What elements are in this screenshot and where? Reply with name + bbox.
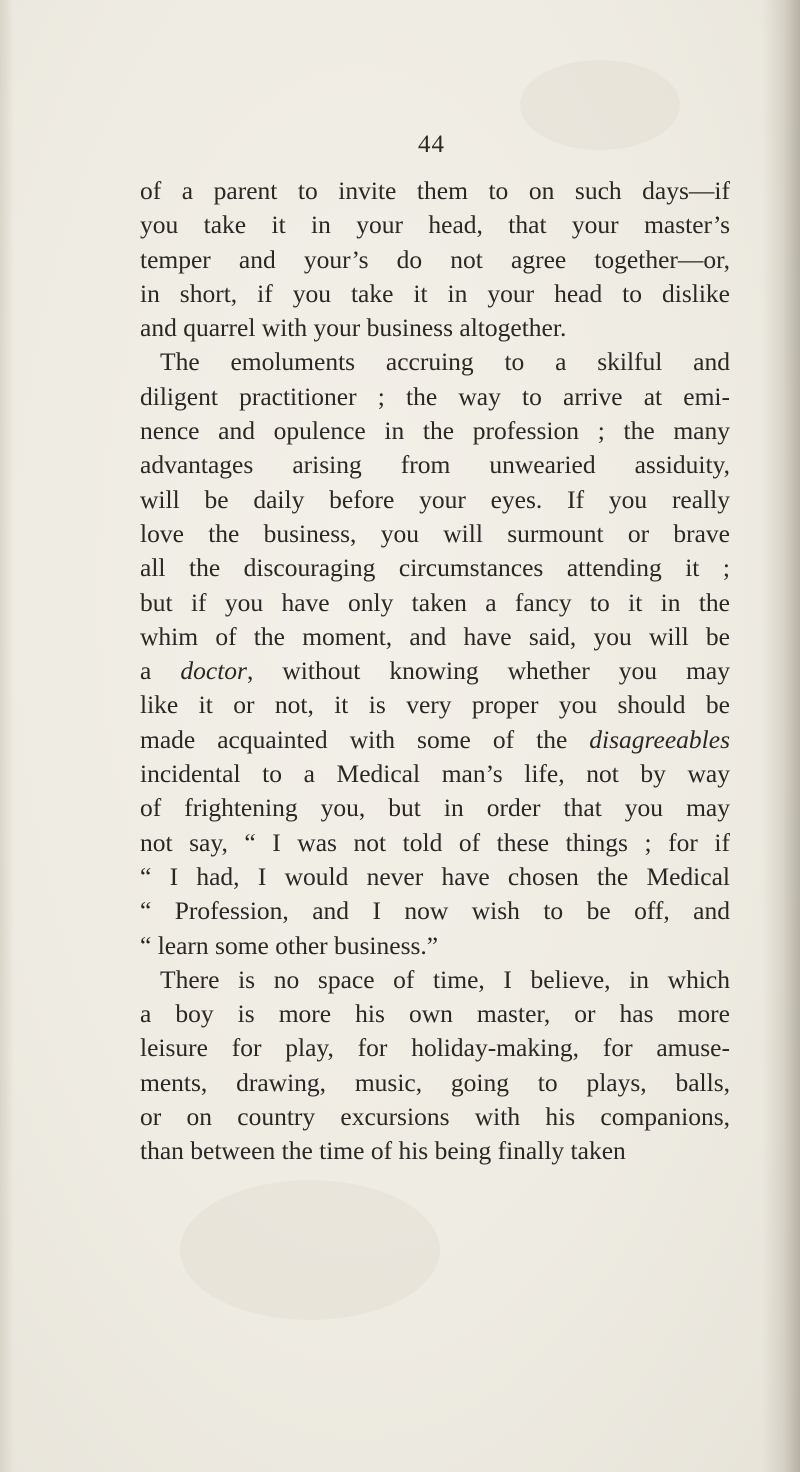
text-line xyxy=(140,723,730,757)
page-number: 44 xyxy=(418,131,445,158)
text-line: “ Profession, and I now wish to be off, and xyxy=(140,896,730,926)
page-left-edge xyxy=(0,0,14,1472)
text-line: “ learn some other business.” xyxy=(140,930,439,960)
paper-stain xyxy=(180,1180,440,1320)
text-line: love the business, you will surmount or brave xyxy=(140,518,730,548)
text-line: than between the time of his being finally taken xyxy=(140,1136,626,1166)
text-line: diligent practitioner ; the way to arrive at emi- xyxy=(140,381,730,411)
italic-word: doctor xyxy=(180,656,247,686)
text-line xyxy=(140,654,730,688)
italic-word: disagreeables xyxy=(589,724,730,754)
text-line: nence and opulence in the profession ; the many xyxy=(140,416,730,446)
text-line: a boy is more his own master, or has more xyxy=(140,999,730,1029)
text-line: advantages arising from unwearied assiduity, xyxy=(140,450,730,480)
text-line: There is no space of time, I believe, in which xyxy=(160,964,730,994)
text-line: The emoluments accruing to a skilful and xyxy=(160,347,730,377)
text-segment: , without knowing whether you may xyxy=(246,656,730,686)
text-line: like it or not, it is very proper you should be xyxy=(140,690,730,720)
body-text xyxy=(140,174,730,1169)
text-line: “ I had, I would never have chosen the Medical xyxy=(140,861,730,891)
text-line: temper and your’s do not agree together—or, xyxy=(140,244,730,274)
text-line: ments, drawing, music, going to plays, balls, xyxy=(140,1067,730,1097)
text-line: in short, if you take it in your head to dislike xyxy=(140,278,730,308)
text-line: and quarrel with your business altogether. xyxy=(140,313,567,343)
text-line: leisure for play, for holiday-making, for amuse- xyxy=(140,1033,730,1063)
text-segment: made acquainted with some of the xyxy=(140,724,590,754)
text-line: all the discouraging circumstances attending it ; xyxy=(140,553,730,583)
text-line: whim of the moment, and have said, you will be xyxy=(140,621,730,651)
text-line: will be daily before your eyes. If you really xyxy=(140,484,730,514)
text-line: incidental to a Medical man’s life, not by way xyxy=(140,759,730,789)
text-line: of frightening you, but in order that you may xyxy=(140,793,730,823)
text-line: you take it in your head, that your master’s xyxy=(140,210,730,240)
paper-stain xyxy=(520,60,680,150)
text-segment: a xyxy=(140,656,181,686)
text-line: but if you have only taken a fancy to it in the xyxy=(140,587,730,617)
text-line: not say, “ I was not told of these things ; for if xyxy=(140,827,730,857)
page-right-edge xyxy=(762,0,800,1472)
text-line: of a parent to invite them to on such days—if xyxy=(140,176,730,205)
text-line: or on country excursions with his companions, xyxy=(140,1102,730,1132)
